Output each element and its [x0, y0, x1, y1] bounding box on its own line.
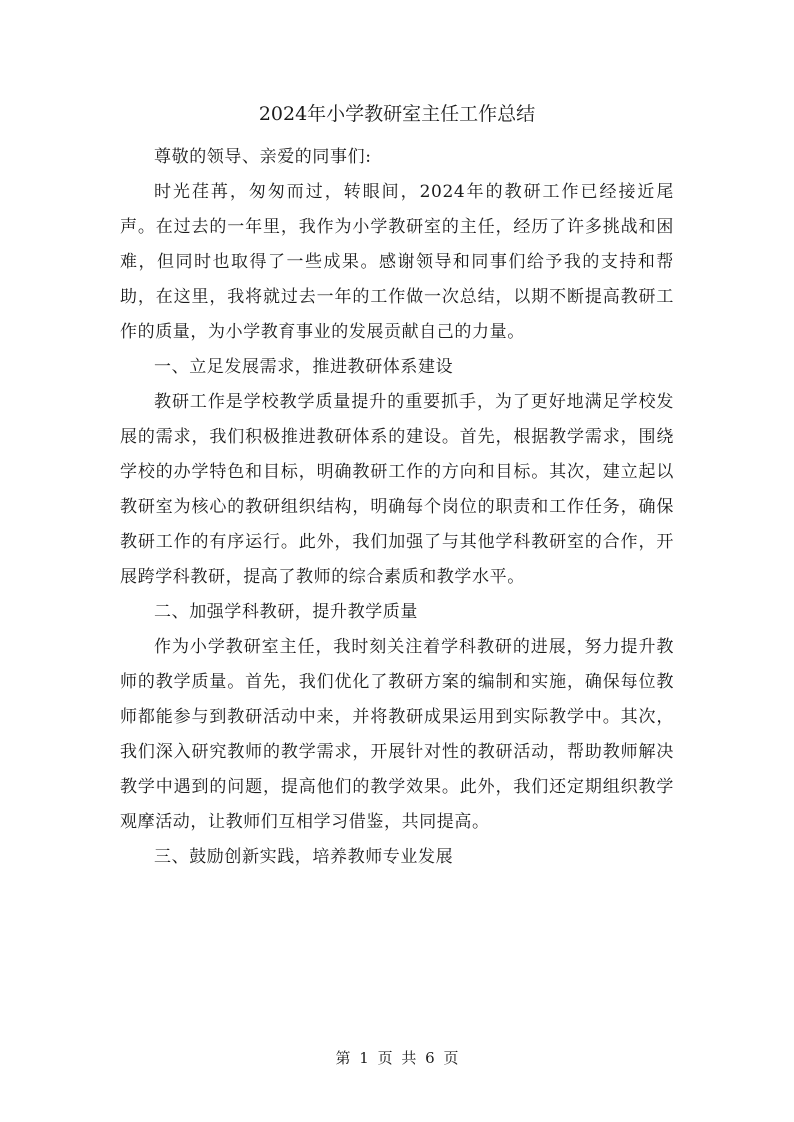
greeting-paragraph: 尊敬的领导、亲爱的同事们: — [154, 147, 372, 167]
section-2-paragraph: 作为小学教研室主任，我时刻关注着学科教研的进展，努力提升教师的教学质量。首先，我们优化了教研方案的编制和实施，确保每位教师都能参与到教研活动中来，并将教研成果运用到实际教学中。其次，我们深入研究教师的教学需求，开展针对性的教研活动，帮助教师解决教学中遇到的问题，提高他们的教学效果。此外，我们还定期组织教学观摩活动，让教师们互相学习借鉴，共同提高。 — [120, 637, 674, 832]
document-body — [120, 140, 674, 875]
page-number-footer: 第 1 页 共 6 页 — [335, 1049, 459, 1067]
intro-paragraph: 时光荏苒，匆匆而过，转眼间，2024年的教研工作已经接近尾声。在过去的一年里，我作为小学教研室的主任，经历了许多挑战和困难，但同时也取得了一些成果。感谢领导和同事们给予我的支持和帮助，在这里，我将就过去一年的工作做一次总结，以期不断提高教研工作的质量，为小学教育事业的发展贡献自己的力量。 — [120, 182, 674, 342]
document-title: 2024年小学教研室主任工作总结 — [258, 103, 536, 125]
section-1-paragraph: 教研工作是学校教学质量提升的重要抓手，为了更好地满足学校发展的需求，我们积极推进教研体系的建设。首先，根据教学需求，围绕学校的办学特色和目标，明确教研工作的方向和目标。其次，建立起以教研室为核心的教研组织结构，明确每个岗位的职责和工作任务，确保教研工作的有序运行。此外，我们加强了与其他学科教研室的合作，开展跨学科教研，提高了教师的综合素质和教学水平。 — [120, 392, 674, 587]
section-heading-3: 三、鼓励创新实践，培养教师专业发展 — [154, 847, 454, 867]
section-heading-1: 一、立足发展需求，推进教研体系建设 — [154, 357, 454, 377]
section-heading-2: 二、加强学科教研，提升教学质量 — [154, 602, 418, 622]
